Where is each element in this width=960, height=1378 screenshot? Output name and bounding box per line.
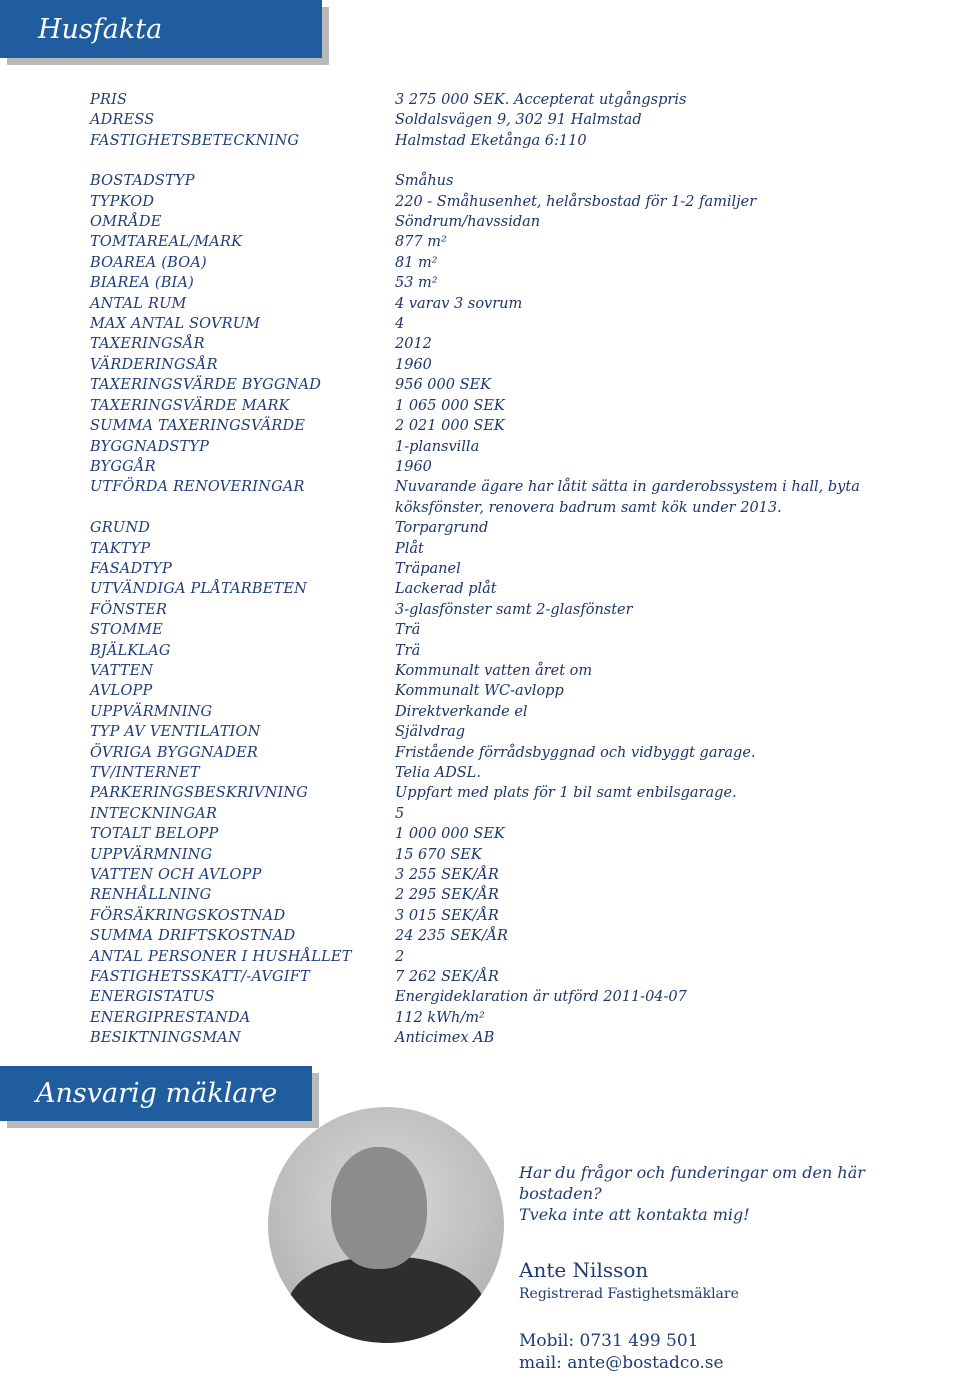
- agent-email[interactable]: mail: ante@bostadco.se: [519, 1353, 724, 1373]
- fact-label: BESIKTNINGSMAN: [90, 1030, 241, 1047]
- fact-row: [90, 314, 930, 334]
- fact-row: [90, 947, 930, 967]
- agent-section-title: Ansvarig mäklare: [36, 1078, 278, 1109]
- fact-value: 956 000 SEK: [395, 377, 491, 394]
- contact-question: Har du frågor och funderingar om den här bostaden?: [519, 1163, 865, 1203]
- fact-row: [90, 681, 930, 701]
- fact-value: Fristående förrådsbyggnad och vidbyggt garage.: [395, 744, 756, 761]
- fact-value: 7 262 SEK/ÅR: [395, 969, 499, 986]
- fact-row: [90, 1028, 930, 1048]
- fact-label: UPPVÄRMNING: [90, 703, 213, 720]
- fact-row: [90, 906, 930, 926]
- fact-label: BOAREA (BOA): [90, 254, 207, 271]
- fact-label: VATTEN OCH AVLOPP: [90, 867, 262, 884]
- fact-value: Söndrum/havssidan: [395, 214, 541, 231]
- fact-label: BIAREA (BIA): [90, 275, 195, 292]
- fact-row: [90, 334, 930, 354]
- fact-label: TOTALT BELOPP: [90, 826, 219, 843]
- fact-row: [90, 987, 930, 1007]
- portrait-body-shape: [286, 1257, 486, 1343]
- fact-value: Kommunalt vatten året om: [395, 662, 593, 679]
- contact-invite: Tveka inte att kontakta mig!: [519, 1205, 750, 1224]
- fact-label: TAXERINGSÅR: [90, 336, 205, 353]
- fact-value: 3 275 000 SEK. Accepterat utgångspris: [395, 92, 687, 108]
- fact-label: VÄRDERINGSÅR: [90, 356, 218, 373]
- facts-group: [90, 171, 930, 1048]
- fact-value: 3-glasfönster samt 2-glasfönster: [395, 601, 633, 618]
- fact-label: BOSTADSTYP: [90, 173, 195, 190]
- fact-label: UTVÄNDIGA PLÅTARBETEN: [90, 581, 308, 598]
- fact-row: [90, 824, 930, 844]
- fact-label: SUMMA DRIFTSKOSTNAD: [90, 928, 296, 945]
- fact-row: [90, 600, 930, 620]
- fact-row: [90, 926, 930, 946]
- fact-row: [90, 641, 930, 661]
- fact-value: 1960: [395, 356, 432, 373]
- fact-row: [90, 355, 930, 375]
- fact-row: [90, 620, 930, 640]
- fact-label: FÖRSÄKRINGSKOSTNAD: [90, 907, 286, 924]
- fact-value: 3 255 SEK/ÅR: [395, 867, 499, 884]
- fact-value: 877 m²: [395, 234, 447, 251]
- fact-row: [90, 273, 930, 293]
- fact-row: [90, 865, 930, 885]
- fact-value: 2012: [395, 336, 432, 353]
- fact-row: [90, 804, 930, 824]
- fact-label: TOMTAREAL/MARK: [90, 234, 243, 251]
- fact-row: [90, 722, 930, 742]
- fact-value: Halmstad Eketånga 6:110: [395, 132, 587, 149]
- fact-value: Direktverkande el: [395, 703, 528, 720]
- fact-label: BJÄLKLAG: [90, 642, 171, 659]
- fact-row: [90, 702, 930, 722]
- fact-value: 4 varav 3 sovrum: [395, 295, 523, 312]
- fact-value: Småhus: [395, 173, 454, 190]
- agent-phone[interactable]: Mobil: 0731 499 501: [519, 1331, 699, 1351]
- fact-value: Soldalsvägen 9, 302 91 Halmstad: [395, 112, 642, 129]
- fact-row: [90, 375, 930, 395]
- fact-row: [90, 559, 930, 579]
- fact-row: [90, 294, 930, 314]
- fact-value: 81 m²: [395, 254, 438, 271]
- agent-role: Registrerad Fastighetsmäklare: [519, 1286, 739, 1302]
- fact-value: 2: [395, 948, 405, 965]
- fact-value: Energideklaration är utförd 2011-04-07: [395, 989, 687, 1006]
- fact-value: Uppfart med plats för 1 bil samt enbilsgarage.: [395, 785, 737, 802]
- fact-label: ÖVRIGA BYGGNADER: [90, 744, 259, 761]
- fact-row: [90, 253, 930, 273]
- fact-label: RENHÅLLNING: [90, 887, 212, 904]
- fact-row: [90, 661, 930, 681]
- fact-label: TYPKOD: [90, 193, 155, 210]
- fact-label: STOMME: [90, 622, 163, 639]
- fact-value: 5: [395, 805, 405, 822]
- fact-value: 2 021 000 SEK: [395, 418, 505, 435]
- fact-value: Trä: [395, 642, 421, 659]
- fact-row: [90, 539, 930, 559]
- fact-value: Självdrag: [395, 724, 466, 741]
- fact-value: Träpanel: [395, 560, 461, 577]
- fact-value: 24 235 SEK/ÅR: [395, 928, 508, 945]
- fact-value: 1960: [395, 458, 432, 475]
- fact-label: FÖNSTER: [90, 601, 168, 618]
- fact-row: [90, 396, 930, 416]
- fact-label: ADRESS: [90, 112, 155, 129]
- fact-row: [90, 845, 930, 865]
- fact-row: [90, 967, 930, 987]
- fact-value: 2 295 SEK/ÅR: [395, 887, 499, 904]
- fact-label: SUMMA TAXERINGSVÄRDE: [90, 418, 306, 435]
- fact-row: [90, 885, 930, 905]
- fact-value: 4: [395, 316, 405, 333]
- fact-value: Telia ADSL.: [395, 764, 481, 781]
- fact-label: VATTEN: [90, 662, 154, 679]
- fact-value: Anticimex AB: [395, 1030, 495, 1047]
- fact-row: [90, 212, 930, 232]
- page-title: Husfakta: [38, 14, 163, 45]
- fact-label: TV/INTERNET: [90, 764, 200, 781]
- fact-label: UPPVÄRMNING: [90, 846, 213, 863]
- agent-banner: [0, 1066, 312, 1121]
- fact-label: FASADTYP: [90, 560, 172, 577]
- fact-row: [90, 579, 930, 599]
- fact-label: ENERGIPRESTANDA: [90, 1009, 251, 1026]
- fact-row: [90, 763, 930, 783]
- fact-value: 15 670 SEK: [395, 846, 482, 863]
- fact-label: GRUND: [90, 520, 151, 537]
- fact-value: 112 kWh/m²: [395, 1009, 485, 1026]
- fact-label: AVLOPP: [90, 683, 153, 700]
- fact-row: [90, 437, 930, 457]
- fact-value: 1-plansvilla: [395, 438, 480, 455]
- fact-row: [90, 518, 930, 538]
- fact-label: TYP AV VENTILATION: [90, 724, 261, 741]
- fact-row: [90, 477, 930, 518]
- fact-row: [90, 131, 930, 151]
- fact-row: [90, 1008, 930, 1028]
- fact-label: TAKTYP: [90, 540, 151, 557]
- fact-label: TAXERINGSVÄRDE MARK: [90, 397, 290, 414]
- fact-row: [90, 232, 930, 252]
- fact-label: PRIS: [90, 92, 128, 108]
- fact-label: ANTAL RUM: [90, 295, 187, 312]
- fact-label: PARKERINGSBESKRIVNING: [90, 785, 309, 802]
- fact-label: FASTIGHETSBETECKNING: [90, 132, 300, 149]
- fact-label: ENERGISTATUS: [90, 989, 215, 1006]
- fact-label: MAX ANTAL SOVRUM: [90, 316, 261, 333]
- fact-label: OMRÅDE: [90, 214, 162, 231]
- fact-value: 53 m²: [395, 275, 438, 292]
- fact-label: INTECKNINGAR: [90, 805, 218, 822]
- facts-list: [90, 90, 930, 1069]
- fact-row: [90, 90, 930, 110]
- fact-value: 1 065 000 SEK: [395, 397, 505, 414]
- facts-group: [90, 90, 930, 151]
- fact-row: [90, 743, 930, 763]
- fact-value: Trä: [395, 622, 421, 639]
- fact-value: Nuvarande ägare har låtit sätta in garderobssystem i hall, byta köksfönster, renovera badrum samt kök under 2013.: [395, 479, 860, 516]
- fact-row: [90, 192, 930, 212]
- fact-value: Kommunalt WC-avlopp: [395, 683, 564, 700]
- agent-portrait: [268, 1107, 504, 1343]
- fact-row: [90, 171, 930, 191]
- contact-block: [519, 1162, 939, 1374]
- fact-row: [90, 110, 930, 130]
- portrait-head-shape: [331, 1147, 427, 1269]
- fact-value: 1 000 000 SEK: [395, 826, 505, 843]
- fact-value: Lackerad plåt: [395, 581, 497, 598]
- header-banner: [0, 0, 322, 58]
- fact-label: UTFÖRDA RENOVERINGAR: [90, 479, 305, 496]
- fact-row: [90, 457, 930, 477]
- fact-label: BYGGNADSTYP: [90, 438, 210, 455]
- fact-label: TAXERINGSVÄRDE BYGGNAD: [90, 377, 322, 394]
- fact-value: 3 015 SEK/ÅR: [395, 907, 499, 924]
- fact-row: [90, 416, 930, 436]
- fact-label: ANTAL PERSONER I HUSHÅLLET: [90, 948, 352, 965]
- fact-value: Torpargrund: [395, 520, 489, 537]
- fact-label: BYGGÅR: [90, 458, 156, 475]
- agent-name: Ante Nilsson: [519, 1258, 649, 1282]
- fact-value: Plåt: [395, 540, 424, 557]
- fact-label: FASTIGHETSSKATT/-AVGIFT: [90, 969, 310, 986]
- fact-row: [90, 783, 930, 803]
- fact-value: 220 - Småhusenhet, helårsbostad för 1-2 familjer: [395, 193, 757, 210]
